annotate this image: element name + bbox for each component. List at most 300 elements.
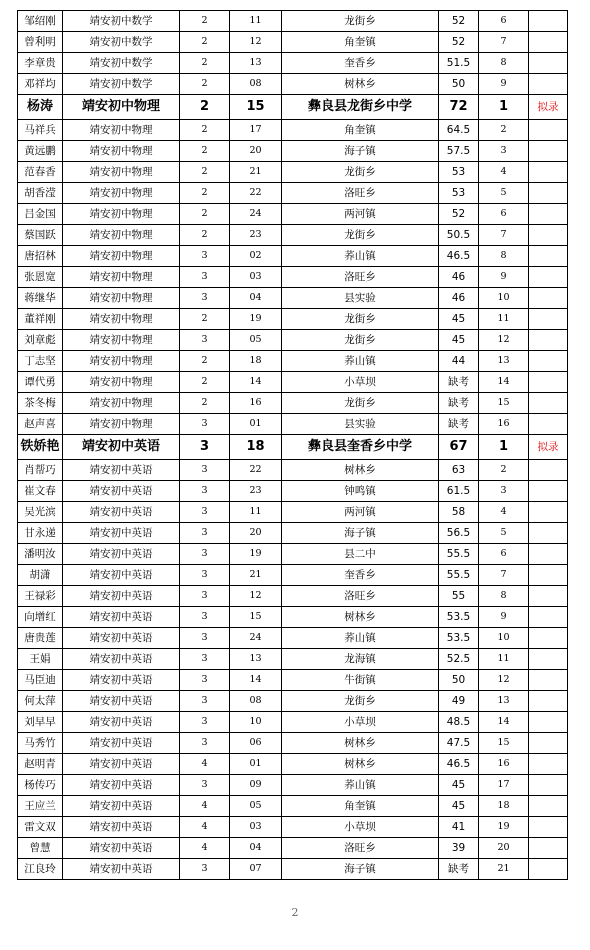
rank-cell: 1 — [479, 435, 529, 460]
name-cell: 马臣迪 — [18, 670, 63, 691]
table-row — [18, 225, 568, 246]
rank-cell: 9 — [479, 607, 529, 628]
group-cell: 3 — [180, 502, 230, 523]
subject-cell: 靖安初中物理 — [63, 309, 180, 330]
school-cell: 龙海镇 — [282, 649, 439, 670]
table-row — [18, 838, 568, 859]
table-row — [18, 288, 568, 309]
school-cell: 荞山镇 — [282, 775, 439, 796]
score-cell: 52 — [439, 204, 479, 225]
score-cell: 缺考 — [439, 859, 479, 880]
note-cell — [529, 225, 568, 246]
seat-cell: 03 — [230, 817, 282, 838]
group-cell: 4 — [180, 754, 230, 775]
rank-cell: 14 — [479, 372, 529, 393]
rank-cell: 12 — [479, 330, 529, 351]
subject-cell: 靖安初中英语 — [63, 796, 180, 817]
group-cell: 3 — [180, 523, 230, 544]
table-row — [18, 53, 568, 74]
rank-cell: 19 — [479, 817, 529, 838]
table-row — [18, 32, 568, 53]
name-cell: 赵明青 — [18, 754, 63, 775]
group-cell: 3 — [180, 691, 230, 712]
score-cell: 55.5 — [439, 565, 479, 586]
note-cell: 拟录 — [529, 95, 568, 120]
rank-cell: 15 — [479, 393, 529, 414]
school-cell: 龙街乡 — [282, 691, 439, 712]
table-row — [18, 523, 568, 544]
score-cell: 49 — [439, 691, 479, 712]
school-cell: 小草坝 — [282, 372, 439, 393]
subject-cell: 靖安初中英语 — [63, 502, 180, 523]
rank-cell: 16 — [479, 754, 529, 775]
rank-cell: 11 — [479, 649, 529, 670]
school-cell: 角奎镇 — [282, 32, 439, 53]
subject-cell: 靖安初中物理 — [63, 414, 180, 435]
note-cell — [529, 288, 568, 309]
seat-cell: 03 — [230, 267, 282, 288]
table-row — [18, 372, 568, 393]
group-cell: 2 — [180, 74, 230, 95]
table-row — [18, 120, 568, 141]
group-cell: 3 — [180, 859, 230, 880]
group-cell: 2 — [180, 32, 230, 53]
subject-cell: 靖安初中物理 — [63, 120, 180, 141]
table-row — [18, 670, 568, 691]
rank-cell: 15 — [479, 733, 529, 754]
table-row — [18, 754, 568, 775]
table-row — [18, 204, 568, 225]
score-cell: 63 — [439, 460, 479, 481]
score-cell: 55 — [439, 586, 479, 607]
subject-cell: 靖安初中英语 — [63, 435, 180, 460]
rank-cell: 6 — [479, 544, 529, 565]
name-cell: 王娟 — [18, 649, 63, 670]
seat-cell: 18 — [230, 435, 282, 460]
school-cell: 县二中 — [282, 544, 439, 565]
name-cell: 胡香滢 — [18, 183, 63, 204]
subject-cell: 靖安初中数学 — [63, 32, 180, 53]
seat-cell: 18 — [230, 351, 282, 372]
seat-cell: 15 — [230, 607, 282, 628]
seat-cell: 23 — [230, 481, 282, 502]
name-cell: 邹绍刚 — [18, 11, 63, 32]
name-cell: 铁娇艳 — [18, 435, 63, 460]
table-row — [18, 460, 568, 481]
seat-cell: 24 — [230, 204, 282, 225]
group-cell: 3 — [180, 628, 230, 649]
group-cell: 3 — [180, 733, 230, 754]
subject-cell: 靖安初中英语 — [63, 565, 180, 586]
school-cell: 彝良县龙街乡中学 — [282, 95, 439, 120]
group-cell: 2 — [180, 225, 230, 246]
seat-cell: 22 — [230, 460, 282, 481]
score-cell: 46 — [439, 267, 479, 288]
seat-cell: 06 — [230, 733, 282, 754]
note-cell — [529, 775, 568, 796]
rank-cell: 8 — [479, 53, 529, 74]
note-cell — [529, 32, 568, 53]
group-cell: 2 — [180, 162, 230, 183]
group-cell: 3 — [180, 330, 230, 351]
note-cell — [529, 204, 568, 225]
table-row — [18, 183, 568, 204]
score-cell: 50 — [439, 74, 479, 95]
seat-cell: 01 — [230, 414, 282, 435]
table-row — [18, 544, 568, 565]
name-cell: 茶冬梅 — [18, 393, 63, 414]
table-row — [18, 414, 568, 435]
group-cell: 3 — [180, 649, 230, 670]
score-cell: 45 — [439, 775, 479, 796]
rank-cell: 3 — [479, 141, 529, 162]
group-cell: 2 — [180, 351, 230, 372]
school-cell: 洛旺乡 — [282, 586, 439, 607]
score-cell: 55.5 — [439, 544, 479, 565]
name-cell: 马秀竹 — [18, 733, 63, 754]
note-cell — [529, 817, 568, 838]
note-cell — [529, 120, 568, 141]
score-cell: 缺考 — [439, 393, 479, 414]
seat-cell: 11 — [230, 11, 282, 32]
score-cell: 64.5 — [439, 120, 479, 141]
name-cell: 吴光滨 — [18, 502, 63, 523]
rank-cell: 7 — [479, 32, 529, 53]
note-cell — [529, 628, 568, 649]
seat-cell: 19 — [230, 309, 282, 330]
name-cell: 黄远鹏 — [18, 141, 63, 162]
subject-cell: 靖安初中物理 — [63, 162, 180, 183]
subject-cell: 靖安初中英语 — [63, 691, 180, 712]
table-row — [18, 502, 568, 523]
seat-cell: 20 — [230, 141, 282, 162]
school-cell: 海子镇 — [282, 523, 439, 544]
score-cell: 45 — [439, 330, 479, 351]
group-cell: 3 — [180, 288, 230, 309]
subject-cell: 靖安初中英语 — [63, 817, 180, 838]
table-row — [18, 628, 568, 649]
school-cell: 两河镇 — [282, 204, 439, 225]
score-cell: 41 — [439, 817, 479, 838]
seat-cell: 16 — [230, 393, 282, 414]
rank-cell: 5 — [479, 183, 529, 204]
note-cell — [529, 309, 568, 330]
note-cell — [529, 649, 568, 670]
name-cell: 曾利明 — [18, 32, 63, 53]
name-cell: 杨涛 — [18, 95, 63, 120]
seat-cell: 20 — [230, 523, 282, 544]
school-cell: 县实验 — [282, 414, 439, 435]
rank-cell: 17 — [479, 775, 529, 796]
seat-cell: 23 — [230, 225, 282, 246]
name-cell: 唐贵莲 — [18, 628, 63, 649]
school-cell: 龙街乡 — [282, 162, 439, 183]
seat-cell: 07 — [230, 859, 282, 880]
school-cell: 荞山镇 — [282, 351, 439, 372]
subject-cell: 靖安初中英语 — [63, 775, 180, 796]
table-row — [18, 393, 568, 414]
group-cell: 2 — [180, 141, 230, 162]
score-cell: 46.5 — [439, 246, 479, 267]
group-cell: 3 — [180, 670, 230, 691]
rank-cell: 2 — [479, 460, 529, 481]
subject-cell: 靖安初中数学 — [63, 11, 180, 32]
rank-cell: 3 — [479, 481, 529, 502]
subject-cell: 靖安初中英语 — [63, 670, 180, 691]
seat-cell: 12 — [230, 586, 282, 607]
name-cell: 赵声喜 — [18, 414, 63, 435]
note-cell — [529, 670, 568, 691]
subject-cell: 靖安初中英语 — [63, 712, 180, 733]
seat-cell: 08 — [230, 691, 282, 712]
school-cell: 龙街乡 — [282, 393, 439, 414]
seat-cell: 17 — [230, 120, 282, 141]
group-cell: 3 — [180, 544, 230, 565]
score-cell: 46 — [439, 288, 479, 309]
note-cell — [529, 796, 568, 817]
name-cell: 江良玲 — [18, 859, 63, 880]
score-cell: 53 — [439, 162, 479, 183]
school-cell: 角奎镇 — [282, 796, 439, 817]
note-cell — [529, 502, 568, 523]
rank-cell: 6 — [479, 204, 529, 225]
seat-cell: 22 — [230, 183, 282, 204]
note-cell — [529, 733, 568, 754]
table-row — [18, 246, 568, 267]
name-cell: 蔡国跃 — [18, 225, 63, 246]
school-cell: 海子镇 — [282, 859, 439, 880]
group-cell: 3 — [180, 481, 230, 502]
school-cell: 钟鸣镇 — [282, 481, 439, 502]
score-cell: 53 — [439, 183, 479, 204]
school-cell: 树林乡 — [282, 754, 439, 775]
score-cell: 56.5 — [439, 523, 479, 544]
name-cell: 甘永递 — [18, 523, 63, 544]
table-row — [18, 859, 568, 880]
score-cell: 缺考 — [439, 372, 479, 393]
score-cell: 52 — [439, 32, 479, 53]
subject-cell: 靖安初中英语 — [63, 460, 180, 481]
name-cell: 潘明汝 — [18, 544, 63, 565]
name-cell: 王禄彩 — [18, 586, 63, 607]
score-cell: 72 — [439, 95, 479, 120]
group-cell: 2 — [180, 11, 230, 32]
school-cell: 两河镇 — [282, 502, 439, 523]
rank-cell: 5 — [479, 523, 529, 544]
school-cell: 牛街镇 — [282, 670, 439, 691]
subject-cell: 靖安初中英语 — [63, 754, 180, 775]
rank-cell: 13 — [479, 351, 529, 372]
name-cell: 何太萍 — [18, 691, 63, 712]
seat-cell: 10 — [230, 712, 282, 733]
rank-cell: 13 — [479, 691, 529, 712]
subject-cell: 靖安初中数学 — [63, 53, 180, 74]
school-cell: 树林乡 — [282, 607, 439, 628]
table-row — [18, 565, 568, 586]
subject-cell: 靖安初中物理 — [63, 330, 180, 351]
school-cell: 龙街乡 — [282, 225, 439, 246]
name-cell: 张恩宽 — [18, 267, 63, 288]
score-cell: 48.5 — [439, 712, 479, 733]
name-cell: 胡潇 — [18, 565, 63, 586]
score-cell: 50.5 — [439, 225, 479, 246]
name-cell: 曾慧 — [18, 838, 63, 859]
school-cell: 小草坝 — [282, 712, 439, 733]
subject-cell: 靖安初中物理 — [63, 246, 180, 267]
table-row-highlighted — [18, 95, 568, 120]
seat-cell: 24 — [230, 628, 282, 649]
subject-cell: 靖安初中物理 — [63, 267, 180, 288]
note-cell — [529, 183, 568, 204]
seat-cell: 19 — [230, 544, 282, 565]
subject-cell: 靖安初中英语 — [63, 628, 180, 649]
score-cell: 52 — [439, 11, 479, 32]
school-cell: 洛旺乡 — [282, 267, 439, 288]
name-cell: 唐招林 — [18, 246, 63, 267]
table-row — [18, 74, 568, 95]
subject-cell: 靖安初中物理 — [63, 288, 180, 309]
rank-cell: 20 — [479, 838, 529, 859]
subject-cell: 靖安初中数学 — [63, 74, 180, 95]
note-cell — [529, 74, 568, 95]
group-cell: 2 — [180, 309, 230, 330]
page-number: 2 — [291, 906, 299, 919]
table-row — [18, 796, 568, 817]
subject-cell: 靖安初中英语 — [63, 544, 180, 565]
seat-cell: 02 — [230, 246, 282, 267]
seat-cell: 09 — [230, 775, 282, 796]
seat-cell: 14 — [230, 372, 282, 393]
seat-cell: 14 — [230, 670, 282, 691]
score-cell: 45 — [439, 309, 479, 330]
group-cell: 2 — [180, 120, 230, 141]
name-cell: 刘章彪 — [18, 330, 63, 351]
school-cell: 荞山镇 — [282, 246, 439, 267]
note-cell — [529, 838, 568, 859]
table-row — [18, 267, 568, 288]
note-cell — [529, 414, 568, 435]
subject-cell: 靖安初中物理 — [63, 183, 180, 204]
note-cell: 拟录 — [529, 435, 568, 460]
table-row — [18, 775, 568, 796]
name-cell: 刘早早 — [18, 712, 63, 733]
school-cell: 荞山镇 — [282, 628, 439, 649]
table-row — [18, 691, 568, 712]
group-cell: 2 — [180, 393, 230, 414]
note-cell — [529, 586, 568, 607]
score-cell: 44 — [439, 351, 479, 372]
name-cell: 邓祥均 — [18, 74, 63, 95]
rank-cell: 8 — [479, 246, 529, 267]
school-cell: 奎香乡 — [282, 565, 439, 586]
note-cell — [529, 607, 568, 628]
rank-cell: 9 — [479, 267, 529, 288]
group-cell: 3 — [180, 435, 230, 460]
score-cell: 46.5 — [439, 754, 479, 775]
note-cell — [529, 544, 568, 565]
note-cell — [529, 393, 568, 414]
group-cell: 4 — [180, 817, 230, 838]
subject-cell: 靖安初中英语 — [63, 607, 180, 628]
subject-cell: 靖安初中英语 — [63, 481, 180, 502]
school-cell: 洛旺乡 — [282, 183, 439, 204]
table-row — [18, 351, 568, 372]
note-cell — [529, 267, 568, 288]
table-row — [18, 817, 568, 838]
subject-cell: 靖安初中英语 — [63, 586, 180, 607]
group-cell: 3 — [180, 246, 230, 267]
seat-cell: 05 — [230, 796, 282, 817]
school-cell: 奎香乡 — [282, 53, 439, 74]
group-cell: 3 — [180, 607, 230, 628]
note-cell — [529, 754, 568, 775]
subject-cell: 靖安初中英语 — [63, 649, 180, 670]
rank-cell: 7 — [479, 565, 529, 586]
name-cell: 雷文双 — [18, 817, 63, 838]
group-cell: 3 — [180, 565, 230, 586]
rank-cell: 4 — [479, 162, 529, 183]
group-cell: 2 — [180, 372, 230, 393]
school-cell: 洛旺乡 — [282, 838, 439, 859]
note-cell — [529, 141, 568, 162]
school-cell: 树林乡 — [282, 460, 439, 481]
seat-cell: 13 — [230, 649, 282, 670]
rank-cell: 10 — [479, 288, 529, 309]
group-cell: 2 — [180, 183, 230, 204]
name-cell: 谭代勇 — [18, 372, 63, 393]
table-row — [18, 733, 568, 754]
rank-cell: 4 — [479, 502, 529, 523]
score-cell: 47.5 — [439, 733, 479, 754]
group-cell: 3 — [180, 267, 230, 288]
rank-cell: 14 — [479, 712, 529, 733]
group-cell: 2 — [180, 204, 230, 225]
seat-cell: 21 — [230, 162, 282, 183]
note-cell — [529, 53, 568, 74]
school-cell: 角奎镇 — [282, 120, 439, 141]
seat-cell: 21 — [230, 565, 282, 586]
name-cell: 崔文春 — [18, 481, 63, 502]
rank-cell: 10 — [479, 628, 529, 649]
score-cell: 52.5 — [439, 649, 479, 670]
note-cell — [529, 351, 568, 372]
subject-cell: 靖安初中物理 — [63, 393, 180, 414]
table-row — [18, 11, 568, 32]
note-cell — [529, 691, 568, 712]
note-cell — [529, 523, 568, 544]
school-cell: 龙街乡 — [282, 309, 439, 330]
table-row — [18, 481, 568, 502]
table-row-highlighted — [18, 435, 568, 460]
note-cell — [529, 481, 568, 502]
name-cell: 王应兰 — [18, 796, 63, 817]
name-cell: 李章贵 — [18, 53, 63, 74]
subject-cell: 靖安初中物理 — [63, 351, 180, 372]
score-cell: 51.5 — [439, 53, 479, 74]
group-cell: 3 — [180, 414, 230, 435]
score-cell: 45 — [439, 796, 479, 817]
rank-cell: 11 — [479, 309, 529, 330]
score-cell: 缺考 — [439, 414, 479, 435]
rank-cell: 7 — [479, 225, 529, 246]
school-cell: 彝良县奎香乡中学 — [282, 435, 439, 460]
rank-cell: 16 — [479, 414, 529, 435]
name-cell: 丁志坚 — [18, 351, 63, 372]
table-row — [18, 607, 568, 628]
score-table — [17, 10, 568, 880]
subject-cell: 靖安初中英语 — [63, 838, 180, 859]
note-cell — [529, 565, 568, 586]
